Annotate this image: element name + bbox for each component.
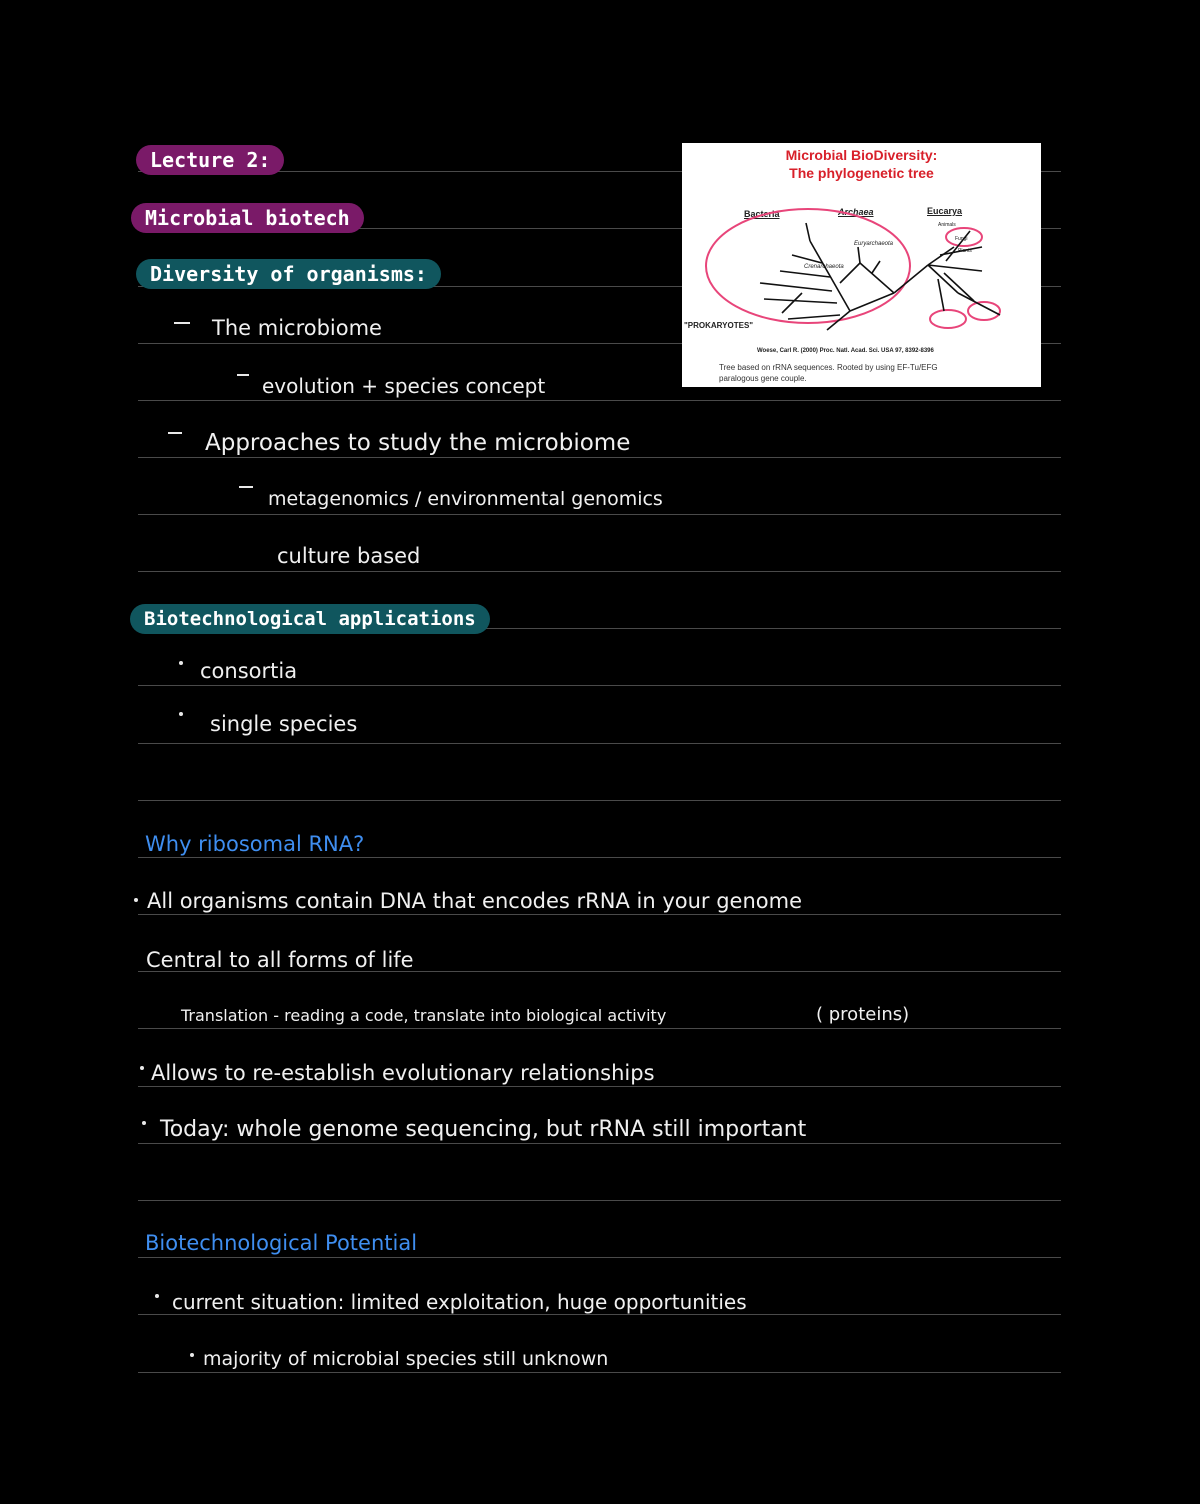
- line-today: Today: whole genome sequencing, but rRNA still important: [160, 1117, 807, 1142]
- line-all-organisms: All organisms contain DNA that encodes rRNA in your genome: [147, 889, 803, 913]
- line-proteins: ( proteins): [816, 1004, 910, 1025]
- bullet-dot: [190, 1353, 194, 1357]
- label-bacteria: Bacteria: [744, 209, 780, 219]
- label-animals: Animals: [938, 222, 956, 228]
- dash-marker: [174, 322, 190, 324]
- line-consortia: consortia: [200, 659, 298, 683]
- heading-biotech-applications: Biotechnological applications: [130, 604, 490, 634]
- line-microbiome: The microbiome: [212, 316, 382, 340]
- line-evolution: evolution + species concept: [262, 374, 546, 398]
- dash-marker: [239, 486, 253, 488]
- label-archaea: Archaea: [838, 207, 874, 217]
- dash-marker: [168, 432, 182, 434]
- bullet-dot: [142, 1121, 146, 1125]
- line-majority-unknown: majority of microbial species still unknown: [203, 1348, 609, 1370]
- rule-line: [138, 857, 1061, 858]
- line-metagenomics: metagenomics / environmental genomics: [268, 488, 663, 510]
- rule-line: [138, 743, 1061, 744]
- rule-line: [138, 1372, 1061, 1373]
- line-single-species: single species: [210, 712, 358, 736]
- heading-diversity: Diversity of organisms:: [136, 259, 441, 289]
- figure-title-line1: Microbial BioDiversity:: [785, 147, 938, 163]
- line-current-situation: current situation: limited exploitation, huge opportunities: [172, 1290, 747, 1314]
- eucarya-branch-circle-1: [930, 310, 966, 328]
- rule-line: [138, 1314, 1061, 1315]
- rule-line: [138, 514, 1061, 515]
- tree-drawing: [682, 143, 1041, 387]
- line-approaches: Approaches to study the microbiome: [205, 430, 631, 456]
- label-fungi: Fungi: [955, 236, 968, 242]
- figure-caption-line2: paralogous gene couple.: [719, 374, 807, 383]
- bullet-dot: [155, 1294, 159, 1298]
- label-euryarchaeota: Euryarchaeota: [854, 241, 894, 247]
- line-central-to-life: Central to all forms of life: [146, 948, 414, 972]
- label-crenarchaeota: Crenarchaeota: [804, 264, 844, 270]
- prokaryotes-ellipse: [706, 209, 910, 323]
- heading-microbial-biotech: Microbial biotech: [131, 203, 364, 233]
- rule-line: [138, 685, 1061, 686]
- fungi-circle: [946, 228, 982, 246]
- bullet-dot: [134, 898, 138, 902]
- figure-title-line2: The phylogenetic tree: [789, 165, 934, 181]
- rule-line: [138, 1143, 1061, 1144]
- line-translation: Translation - reading a code, translate into biological activity: [181, 1006, 667, 1025]
- heading-why-rrna: Why ribosomal RNA?: [145, 832, 365, 856]
- heading-biotech-potential: Biotechnological Potential: [145, 1231, 418, 1255]
- figure-caption-line1: Tree based on rRNA sequences. Rooted by using EF-Tu/EFG: [719, 363, 938, 372]
- figure-citation: Woese, Carl R. (2000) Proc. Natl. Acad. Sci. USA 97, 8392-8396: [757, 348, 934, 354]
- bullet-dot: [140, 1066, 144, 1070]
- bullet-dot: [179, 712, 183, 716]
- heading-lecture: Lecture 2:: [136, 145, 284, 175]
- rule-line: [138, 1028, 1061, 1029]
- line-allows: Allows to re-establish evolutionary relationships: [151, 1061, 655, 1085]
- rule-line: [138, 914, 1061, 915]
- rule-line: [138, 457, 1061, 458]
- phylogenetic-tree-figure: [682, 143, 1041, 387]
- dash-marker: [237, 374, 249, 376]
- line-culture-based: culture based: [277, 544, 421, 568]
- bullet-dot: [179, 661, 183, 665]
- rule-line: [138, 1257, 1061, 1258]
- label-prokaryotes: "PROKARYOTES": [684, 321, 754, 330]
- eucarya-branch-circle-2: [968, 302, 1000, 320]
- rule-line: [138, 800, 1061, 801]
- rule-line: [138, 571, 1061, 572]
- rule-line: [138, 400, 1061, 401]
- rule-line: [138, 1200, 1061, 1201]
- label-plants: Plants: [958, 248, 972, 254]
- label-eucarya: Eucarya: [927, 206, 963, 216]
- rule-line: [138, 1086, 1061, 1087]
